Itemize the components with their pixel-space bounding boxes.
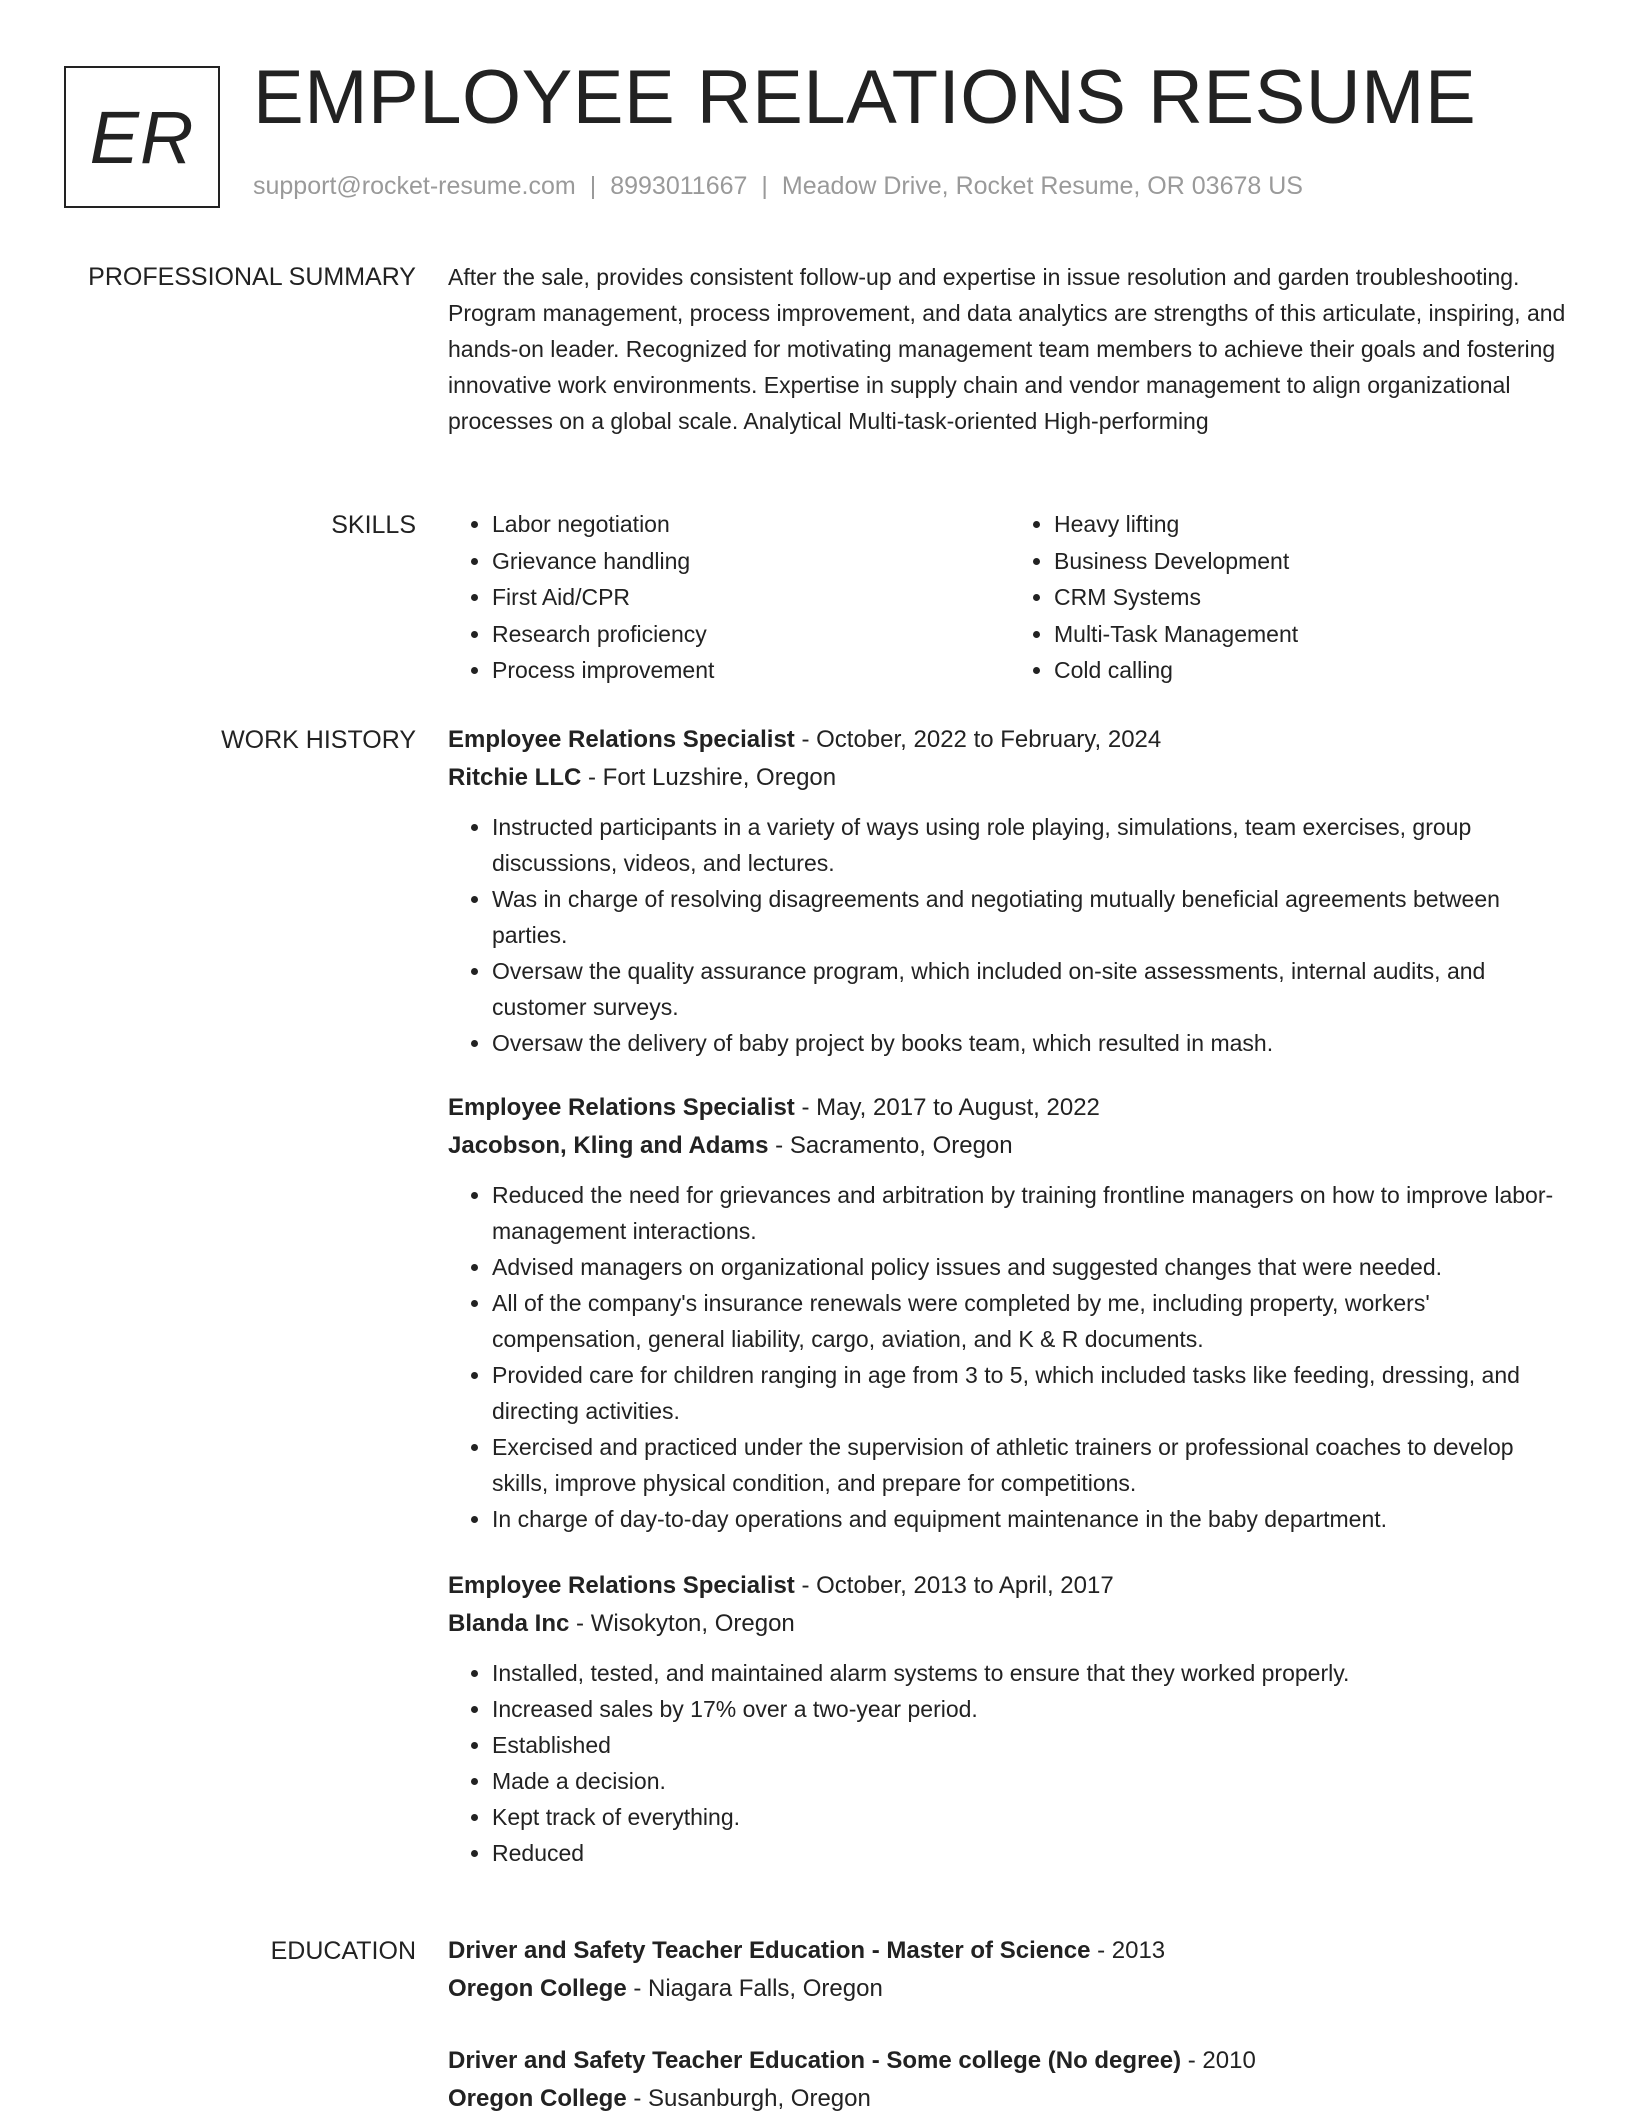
separator: | [761, 172, 768, 200]
separator: | [589, 172, 597, 200]
monogram-logo: ER [64, 66, 220, 208]
school-location: - Niagara Falls, Oregon [626, 1975, 883, 2002]
skill-item: • Research proficiency [492, 616, 1010, 653]
list-item: • Advised managers on organizational policy issues and suggested changes that were needed. [492, 1249, 1572, 1285]
skills-heading: SKILLS [331, 511, 416, 539]
school-line [448, 2080, 1572, 2118]
skills-column-right [1010, 506, 1572, 689]
job-bullets [448, 1655, 1572, 1871]
job-bullets [448, 1177, 1572, 1537]
education-heading: EDUCATION [270, 1937, 416, 1965]
skill-item: • First Aid/CPR [492, 579, 1010, 616]
degree-line [448, 2042, 1572, 2080]
list-item: • Exercised and practiced under the supervision of athletic trainers or professional coaches to develop skills, improve physical condition, and prepare for competitions. [492, 1429, 1572, 1501]
company-location: - Wisokyton, Oregon [569, 1610, 795, 1637]
skill-item: • Labor negotiation [492, 506, 1010, 543]
school-line [448, 1970, 1572, 2008]
email-text: support@rocket-resume.com [253, 172, 576, 200]
list-item: • In charge of day-to-day operations and equipment maintenance in the baby department. [492, 1501, 1572, 1537]
company-name: Blanda Inc [448, 1610, 570, 1637]
job-dates: - October, 2013 to April, 2017 [794, 1572, 1114, 1599]
skills-grid [448, 506, 1572, 689]
school-name: Oregon College [448, 1975, 627, 2002]
job-title: Employee Relations Specialist [448, 726, 795, 753]
company-line [448, 759, 1572, 797]
degree-line [448, 1932, 1572, 1970]
job-title-line [448, 721, 1572, 759]
list-item: • Instructed participants in a variety of ways using role playing, simulations, team exercises, group discussions, videos, and lectures. [492, 809, 1572, 881]
contact-line [253, 172, 1303, 201]
list-item: • Kept track of everything. [492, 1799, 1572, 1835]
job-title: Employee Relations Specialist [448, 1572, 795, 1599]
job-title: Employee Relations Specialist [448, 1094, 795, 1121]
page-title: EMPLOYEE RELATIONS RESUME [253, 55, 1477, 140]
skill-item: • Multi-Task Management [1054, 616, 1572, 653]
company-name: Jacobson, Kling and Adams [448, 1132, 769, 1159]
skill-item: • Process improvement [492, 652, 1010, 689]
list-item: • Increased sales by 17% over a two-year period. [492, 1691, 1572, 1727]
skills-column-left [448, 506, 1010, 689]
degree-year: - 2013 [1090, 1937, 1166, 1964]
list-item: • Installed, tested, and maintained alarm systems to ensure that they worked properly. [492, 1655, 1572, 1691]
address-text: Meadow Drive, Rocket Resume, OR 03678 US [781, 172, 1303, 200]
list-item: • Oversaw the quality assurance program, which included on-site assessments, internal audits, and customer surveys. [492, 953, 1572, 1025]
job-entry [448, 1089, 1572, 1537]
list-item: • Provided care for children ranging in age from 3 to 5, which included tasks like feeding, dressing, and directing activities. [492, 1357, 1572, 1429]
company-location: - Fort Luzshire, Oregon [581, 764, 837, 791]
company-line [448, 1127, 1572, 1165]
company-line [448, 1605, 1572, 1643]
list-item: • Oversaw the delivery of baby project by books team, which resulted in mash. [492, 1025, 1572, 1061]
skill-item: • Grievance handling [492, 543, 1010, 580]
skill-item: • Business Development [1054, 543, 1572, 580]
skill-item: • CRM Systems [1054, 579, 1572, 616]
education-entry [448, 2042, 1572, 2118]
list-item: • Established [492, 1727, 1572, 1763]
job-entry [448, 1567, 1572, 1871]
list-item: • Made a decision. [492, 1763, 1572, 1799]
education-entry [448, 1932, 1572, 2008]
school-name: Oregon College [448, 2085, 627, 2112]
job-dates: - October, 2022 to February, 2024 [794, 726, 1162, 753]
degree-name: Driver and Safety Teacher Education - Some college (No degree) [448, 2047, 1182, 2074]
skill-item: • Cold calling [1054, 652, 1572, 689]
list-item: • Was in charge of resolving disagreements and negotiating mutually beneficial agreements between parties. [492, 881, 1572, 953]
job-dates: - May, 2017 to August, 2022 [794, 1094, 1100, 1121]
list-item: • Reduced the need for grievances and arbitration by training frontline managers on how to improve labor-management interactions. [492, 1177, 1572, 1249]
job-title-line [448, 1089, 1572, 1127]
skill-item: • Heavy lifting [1054, 506, 1572, 543]
list-item: • All of the company's insurance renewals were completed by me, including property, workers' compensation, general liability, cargo, aviation, and K & R documents. [492, 1285, 1572, 1357]
job-entry [448, 721, 1572, 1061]
job-bullets [448, 809, 1572, 1061]
company-location: - Sacramento, Oregon [768, 1132, 1013, 1159]
school-location: - Susanburgh, Oregon [626, 2085, 871, 2112]
summary-text: After the sale, provides consistent follow-up and expertise in issue resolution and garden troubleshooting. Program management, process improvement, and data analytics are strengths of this articulate, inspiring, and hands-on leader. Recognized for motivating management team members to achieve their goals and fostering innovative work environments. Expertise in supply chain and vendor management to align organizational processes on a global scale. Analytical Multi-task-oriented High-performing [448, 264, 1566, 434]
phone-text: 8993011667 [610, 172, 748, 200]
company-name: Ritchie LLC [448, 764, 582, 791]
summary-heading: PROFESSIONAL SUMMARY [88, 263, 416, 291]
list-item: • Reduced [492, 1835, 1572, 1871]
degree-year: - 2010 [1181, 2047, 1256, 2074]
degree-name: Driver and Safety Teacher Education - Master of Science [448, 1937, 1091, 1964]
work-history-heading: WORK HISTORY [221, 726, 416, 754]
job-title-line [448, 1567, 1572, 1605]
